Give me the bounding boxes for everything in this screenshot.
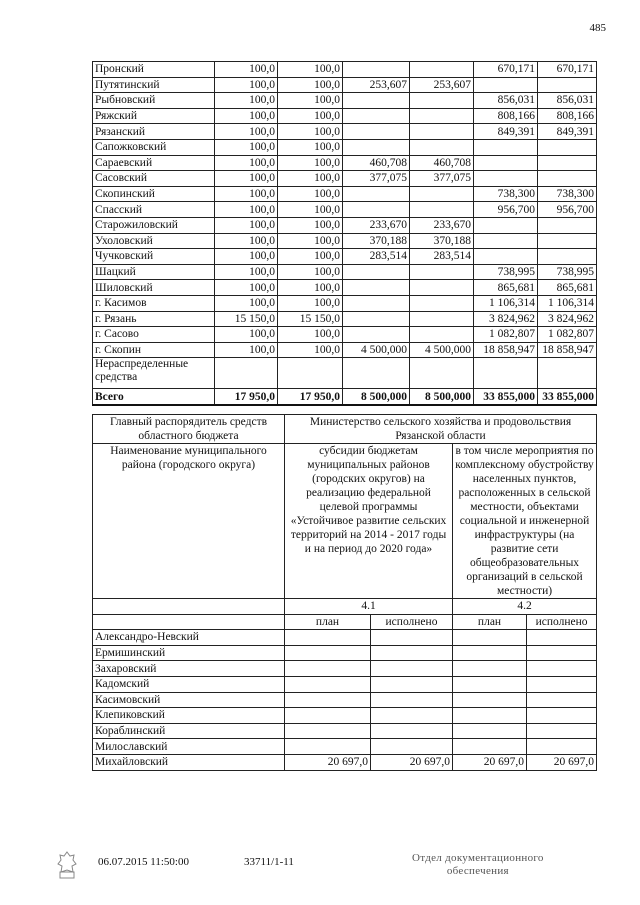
value-cell bbox=[371, 645, 453, 661]
value-cell: 100,0 bbox=[215, 217, 278, 233]
subsidy-table bbox=[92, 414, 597, 771]
value-cell bbox=[410, 280, 474, 296]
value-cell bbox=[410, 186, 474, 202]
district-name: Ряжский bbox=[93, 108, 215, 124]
value-cell: 100,0 bbox=[215, 171, 278, 187]
value-cell: 856,031 bbox=[538, 93, 597, 109]
value-cell bbox=[538, 155, 597, 171]
table-row bbox=[93, 692, 597, 708]
value-cell: 18 858,947 bbox=[538, 342, 597, 358]
district-name: Ухоловский bbox=[93, 233, 215, 249]
footer-department bbox=[412, 852, 544, 878]
table-row bbox=[93, 264, 597, 280]
value-cell bbox=[410, 295, 474, 311]
header-admin-row bbox=[93, 415, 597, 444]
total-row bbox=[93, 389, 597, 405]
district-name: Кораблинский bbox=[93, 723, 285, 739]
district-name: Милославский bbox=[93, 739, 285, 755]
table-row bbox=[93, 77, 597, 93]
value-cell: 738,995 bbox=[474, 264, 538, 280]
value-cell: 100,0 bbox=[215, 139, 278, 155]
district-name: г. Рязань bbox=[93, 311, 215, 327]
value-cell bbox=[410, 124, 474, 140]
value-cell bbox=[343, 264, 410, 280]
value-cell: 956,700 bbox=[474, 202, 538, 218]
total-value: 33 855,000 bbox=[538, 389, 597, 405]
total-value: 17 950,0 bbox=[278, 389, 343, 405]
value-cell: 100,0 bbox=[215, 108, 278, 124]
value-cell: 4 500,000 bbox=[343, 342, 410, 358]
value-cell: 100,0 bbox=[278, 249, 343, 265]
value-cell: 865,681 bbox=[538, 280, 597, 296]
table-row bbox=[93, 661, 597, 677]
table-row bbox=[93, 645, 597, 661]
value-cell bbox=[343, 62, 410, 78]
table-row bbox=[93, 723, 597, 739]
value-cell bbox=[453, 676, 527, 692]
plan-header: план bbox=[285, 614, 371, 630]
value-cell bbox=[410, 202, 474, 218]
value-cell: 20 697,0 bbox=[527, 754, 597, 770]
value-cell bbox=[538, 171, 597, 187]
value-cell: 100,0 bbox=[215, 233, 278, 249]
value-cell: 100,0 bbox=[278, 233, 343, 249]
value-cell bbox=[453, 739, 527, 755]
value-cell bbox=[371, 739, 453, 755]
value-cell bbox=[343, 124, 410, 140]
header-columns-row bbox=[93, 444, 597, 599]
table-row bbox=[93, 295, 597, 311]
district-name: Касимовский bbox=[93, 692, 285, 708]
value-cell bbox=[285, 630, 371, 646]
district-name: Сапожковский bbox=[93, 139, 215, 155]
value-cell: 100,0 bbox=[278, 264, 343, 280]
value-cell: 100,0 bbox=[278, 124, 343, 140]
value-cell bbox=[343, 311, 410, 327]
value-cell: 100,0 bbox=[215, 327, 278, 343]
district-name: Клепиковский bbox=[93, 708, 285, 724]
value-cell: 100,0 bbox=[215, 295, 278, 311]
value-cell: 738,300 bbox=[474, 186, 538, 202]
value-cell bbox=[410, 311, 474, 327]
value-cell: 808,166 bbox=[538, 108, 597, 124]
admin-label: Главный распорядитель средств областного бюджета bbox=[93, 415, 285, 444]
district-name: Александро-Невский bbox=[93, 630, 285, 646]
table-row bbox=[93, 233, 597, 249]
value-cell: 856,031 bbox=[474, 93, 538, 109]
value-cell bbox=[453, 661, 527, 677]
value-cell: 808,166 bbox=[474, 108, 538, 124]
value-cell: 865,681 bbox=[474, 280, 538, 296]
value-cell bbox=[371, 661, 453, 677]
value-cell bbox=[474, 139, 538, 155]
table-row bbox=[93, 108, 597, 124]
department-line-1: Отдел документационного bbox=[412, 852, 544, 864]
value-cell: 460,708 bbox=[410, 155, 474, 171]
value-cell bbox=[285, 723, 371, 739]
value-cell: 3 824,962 bbox=[474, 311, 538, 327]
table-row bbox=[93, 217, 597, 233]
value-cell bbox=[285, 645, 371, 661]
value-cell: 100,0 bbox=[278, 93, 343, 109]
district-name: Старожиловский bbox=[93, 217, 215, 233]
district-name: Сараевский bbox=[93, 155, 215, 171]
undistributed-row bbox=[93, 358, 597, 389]
district-name: г. Сасово bbox=[93, 327, 215, 343]
district-name: Шиловский bbox=[93, 280, 215, 296]
value-cell: 253,607 bbox=[410, 77, 474, 93]
value-cell: 100,0 bbox=[278, 202, 343, 218]
value-cell bbox=[410, 93, 474, 109]
value-cell: 15 150,0 bbox=[215, 311, 278, 327]
district-name: Рыбновский bbox=[93, 93, 215, 109]
value-cell bbox=[410, 264, 474, 280]
value-cell: 253,607 bbox=[343, 77, 410, 93]
value-cell: 849,391 bbox=[474, 124, 538, 140]
value-cell: 233,670 bbox=[343, 217, 410, 233]
district-name: Сасовский bbox=[93, 171, 215, 187]
value-cell bbox=[527, 661, 597, 677]
footer-doc-id: 33711/1-11 bbox=[244, 856, 294, 868]
name-column-header: Наименование муниципального района (городского округа) bbox=[93, 444, 285, 599]
undistributed-label: Нераспределенные средства bbox=[93, 358, 215, 389]
value-cell: 100,0 bbox=[215, 124, 278, 140]
value-cell: 100,0 bbox=[278, 62, 343, 78]
district-name: Рязанский bbox=[93, 124, 215, 140]
value-cell: 100,0 bbox=[278, 295, 343, 311]
column-4-2-header: в том числе мероприятия по комплексному обустройству населенных пунктов, расположенных в сельской местности, объектами социальной и инженерной инфраструктуры (на развитие сети общеобразовательных организаций в сельской местности) bbox=[453, 444, 597, 599]
value-cell bbox=[285, 708, 371, 724]
districts-table-continued bbox=[92, 61, 597, 406]
value-cell bbox=[285, 739, 371, 755]
value-cell bbox=[343, 280, 410, 296]
value-cell: 100,0 bbox=[278, 342, 343, 358]
value-cell: 100,0 bbox=[215, 62, 278, 78]
value-cell bbox=[410, 108, 474, 124]
value-cell bbox=[474, 155, 538, 171]
value-cell: 1 106,314 bbox=[474, 295, 538, 311]
district-name: Михайловский bbox=[93, 754, 285, 770]
table-row bbox=[93, 630, 597, 646]
value-cell: 100,0 bbox=[278, 217, 343, 233]
total-value: 8 500,000 bbox=[410, 389, 474, 405]
value-cell: 283,514 bbox=[410, 249, 474, 265]
table-row bbox=[93, 139, 597, 155]
value-cell bbox=[410, 139, 474, 155]
coat-of-arms-stamp-icon bbox=[56, 850, 78, 880]
value-cell bbox=[343, 202, 410, 218]
district-name: Спасский bbox=[93, 202, 215, 218]
value-cell: 377,075 bbox=[343, 171, 410, 187]
table-row bbox=[93, 202, 597, 218]
value-cell: 15 150,0 bbox=[278, 311, 343, 327]
total-value: 8 500,000 bbox=[343, 389, 410, 405]
value-cell bbox=[343, 139, 410, 155]
value-cell bbox=[527, 630, 597, 646]
value-cell bbox=[538, 139, 597, 155]
value-cell: 849,391 bbox=[538, 124, 597, 140]
value-cell: 100,0 bbox=[278, 139, 343, 155]
value-cell: 3 824,962 bbox=[538, 311, 597, 327]
plan-header: план bbox=[453, 614, 527, 630]
value-cell bbox=[527, 676, 597, 692]
value-cell: 283,514 bbox=[343, 249, 410, 265]
value-cell: 100,0 bbox=[215, 202, 278, 218]
value-cell: 738,995 bbox=[538, 264, 597, 280]
value-cell bbox=[453, 723, 527, 739]
value-cell bbox=[371, 723, 453, 739]
value-cell bbox=[371, 676, 453, 692]
header-plan-row bbox=[93, 614, 597, 630]
page-number: 485 bbox=[589, 22, 606, 34]
value-cell bbox=[453, 692, 527, 708]
value-cell: 370,188 bbox=[343, 233, 410, 249]
table-row bbox=[93, 186, 597, 202]
value-cell bbox=[285, 676, 371, 692]
district-name: г. Касимов bbox=[93, 295, 215, 311]
value-cell: 20 697,0 bbox=[371, 754, 453, 770]
district-name: Шацкий bbox=[93, 264, 215, 280]
value-cell: 370,188 bbox=[410, 233, 474, 249]
table-row bbox=[93, 62, 597, 78]
table-row bbox=[93, 93, 597, 109]
admin-value: Министерство сельского хозяйства и продовольствия Рязанской области bbox=[285, 415, 597, 444]
table-row bbox=[93, 327, 597, 343]
value-cell: 100,0 bbox=[278, 327, 343, 343]
value-cell bbox=[343, 327, 410, 343]
value-cell bbox=[474, 249, 538, 265]
done-header: исполнено bbox=[527, 614, 597, 630]
value-cell: 377,075 bbox=[410, 171, 474, 187]
value-cell bbox=[538, 217, 597, 233]
value-cell bbox=[538, 233, 597, 249]
value-cell: 100,0 bbox=[215, 264, 278, 280]
value-cell: 100,0 bbox=[278, 77, 343, 93]
value-cell: 100,0 bbox=[215, 186, 278, 202]
district-name: Захаровский bbox=[93, 661, 285, 677]
table-row bbox=[93, 708, 597, 724]
total-label: Всего bbox=[93, 389, 215, 405]
value-cell: 100,0 bbox=[278, 155, 343, 171]
district-name: Скопинский bbox=[93, 186, 215, 202]
value-cell: 20 697,0 bbox=[453, 754, 527, 770]
value-cell: 100,0 bbox=[215, 77, 278, 93]
value-cell: 100,0 bbox=[215, 93, 278, 109]
district-name: Пронский bbox=[93, 62, 215, 78]
done-header: исполнено bbox=[371, 614, 453, 630]
value-cell: 1 106,314 bbox=[538, 295, 597, 311]
header-codes-row bbox=[93, 599, 597, 615]
value-cell bbox=[410, 327, 474, 343]
value-cell bbox=[474, 171, 538, 187]
column-4-1-header: субсидии бюджетам муниципальных районов (городских округов) на реализацию федеральной целевой программы «Устойчивое развитие сельских территорий на 2014 - 2017 годы и на период до 2020 года» bbox=[285, 444, 453, 599]
value-cell: 670,171 bbox=[474, 62, 538, 78]
value-cell bbox=[527, 692, 597, 708]
district-name: Кадомский bbox=[93, 676, 285, 692]
value-cell bbox=[343, 93, 410, 109]
table-row bbox=[93, 342, 597, 358]
value-cell: 1 082,807 bbox=[474, 327, 538, 343]
value-cell: 100,0 bbox=[215, 155, 278, 171]
value-cell: 4 500,000 bbox=[410, 342, 474, 358]
value-cell: 100,0 bbox=[278, 108, 343, 124]
table-row bbox=[93, 311, 597, 327]
value-cell bbox=[371, 708, 453, 724]
value-cell bbox=[410, 62, 474, 78]
table-row bbox=[93, 754, 597, 770]
footer-datetime: 06.07.2015 11:50:00 bbox=[98, 856, 189, 868]
value-cell bbox=[371, 630, 453, 646]
value-cell: 100,0 bbox=[278, 186, 343, 202]
table-row bbox=[93, 249, 597, 265]
value-cell: 233,670 bbox=[410, 217, 474, 233]
table-row bbox=[93, 739, 597, 755]
table-row bbox=[93, 676, 597, 692]
value-cell bbox=[453, 630, 527, 646]
total-value: 33 855,000 bbox=[474, 389, 538, 405]
value-cell: 738,300 bbox=[538, 186, 597, 202]
value-cell bbox=[538, 249, 597, 265]
value-cell bbox=[474, 77, 538, 93]
value-cell: 460,708 bbox=[343, 155, 410, 171]
value-cell bbox=[527, 739, 597, 755]
value-cell: 670,171 bbox=[538, 62, 597, 78]
code-4-1: 4.1 bbox=[285, 599, 453, 615]
value-cell bbox=[453, 708, 527, 724]
value-cell bbox=[343, 295, 410, 311]
value-cell: 100,0 bbox=[215, 249, 278, 265]
value-cell bbox=[285, 692, 371, 708]
value-cell: 1 082,807 bbox=[538, 327, 597, 343]
total-value: 17 950,0 bbox=[215, 389, 278, 405]
value-cell bbox=[371, 692, 453, 708]
value-cell bbox=[527, 708, 597, 724]
value-cell bbox=[527, 645, 597, 661]
table-row bbox=[93, 124, 597, 140]
code-4-2: 4.2 bbox=[453, 599, 597, 615]
value-cell: 20 697,0 bbox=[285, 754, 371, 770]
value-cell bbox=[343, 186, 410, 202]
district-name: Чучковский bbox=[93, 249, 215, 265]
value-cell bbox=[474, 217, 538, 233]
value-cell: 956,700 bbox=[538, 202, 597, 218]
table-row bbox=[93, 171, 597, 187]
district-name: Ермишинский bbox=[93, 645, 285, 661]
value-cell: 18 858,947 bbox=[474, 342, 538, 358]
value-cell: 100,0 bbox=[215, 342, 278, 358]
district-name: Путятинский bbox=[93, 77, 215, 93]
table-row bbox=[93, 280, 597, 296]
value-cell bbox=[343, 108, 410, 124]
value-cell bbox=[453, 645, 527, 661]
value-cell: 100,0 bbox=[278, 280, 343, 296]
district-name: г. Скопин bbox=[93, 342, 215, 358]
value-cell: 100,0 bbox=[215, 280, 278, 296]
value-cell bbox=[527, 723, 597, 739]
value-cell: 100,0 bbox=[278, 171, 343, 187]
department-line-2: обеспечения bbox=[446, 865, 509, 877]
table-row bbox=[93, 155, 597, 171]
value-cell bbox=[285, 661, 371, 677]
value-cell bbox=[474, 233, 538, 249]
value-cell bbox=[538, 77, 597, 93]
